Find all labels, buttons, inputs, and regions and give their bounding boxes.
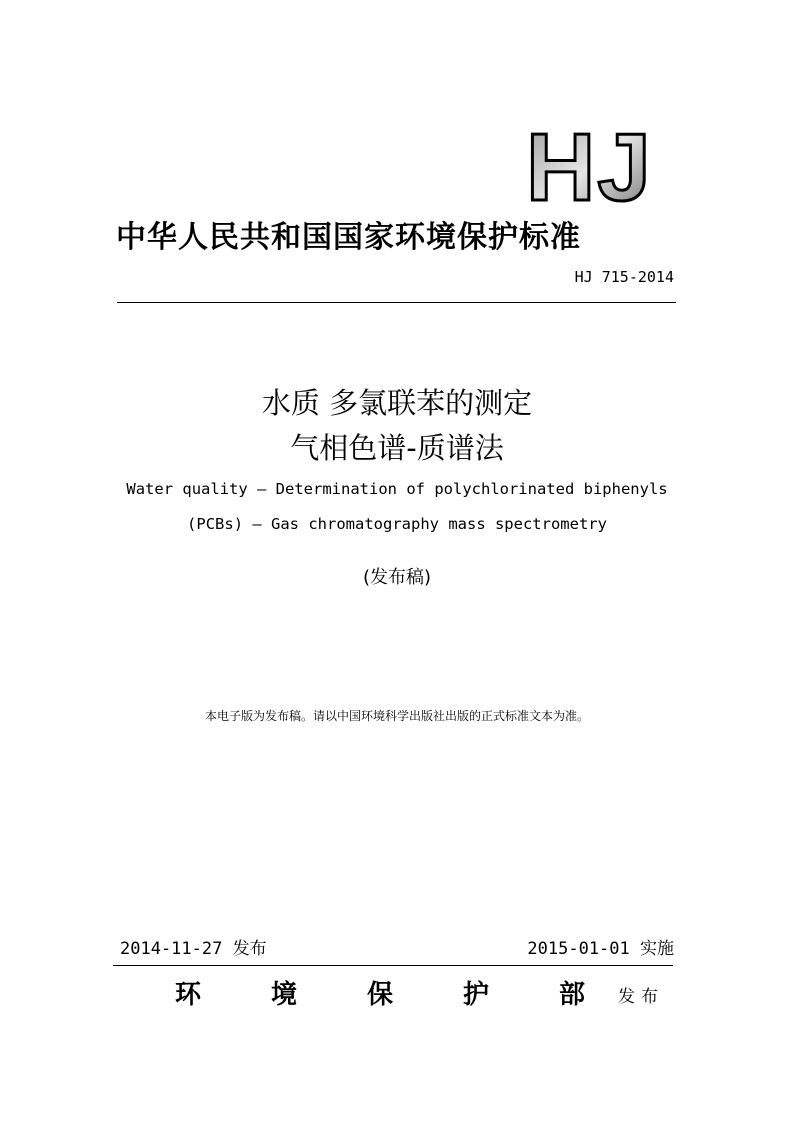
chinese-title-line-1: 水质 多氯联苯的测定 (261, 386, 533, 420)
organization-title: 中华人民共和国国家环境保护标准 (116, 220, 581, 255)
publisher-char: 环 (175, 980, 202, 1010)
publish-suffix: 发布 (618, 987, 664, 1007)
top-divider (117, 302, 676, 303)
publisher-char: 部 (558, 980, 585, 1010)
edition-notice: 本电子版为发布稿。请以中国环境科学出版社出版的正式标准文本为准。 (204, 709, 589, 723)
implementation-date: 2015-01-01 实施 (527, 939, 674, 959)
logo-text: HJ (526, 118, 653, 210)
chinese-title-line-2: 气相色谱-质谱法 (290, 431, 504, 465)
publisher-char: 护 (462, 980, 489, 1010)
english-title-line-1: Water quality — Determination of polychlorinated biphenyls (126, 480, 668, 498)
issue-date: 2014-11-27 发布 (120, 939, 267, 959)
standard-code: HJ 715-2014 (574, 268, 674, 286)
publisher-char: 境 (270, 980, 297, 1010)
publisher-name (175, 974, 585, 1011)
publisher-char: 保 (366, 980, 393, 1010)
bottom-divider (113, 965, 673, 966)
hj-logo (522, 118, 662, 210)
english-title-line-2: (PCBs) — Gas chromatography mass spectrometry (187, 515, 607, 533)
draft-label: (发布稿) (362, 567, 432, 588)
